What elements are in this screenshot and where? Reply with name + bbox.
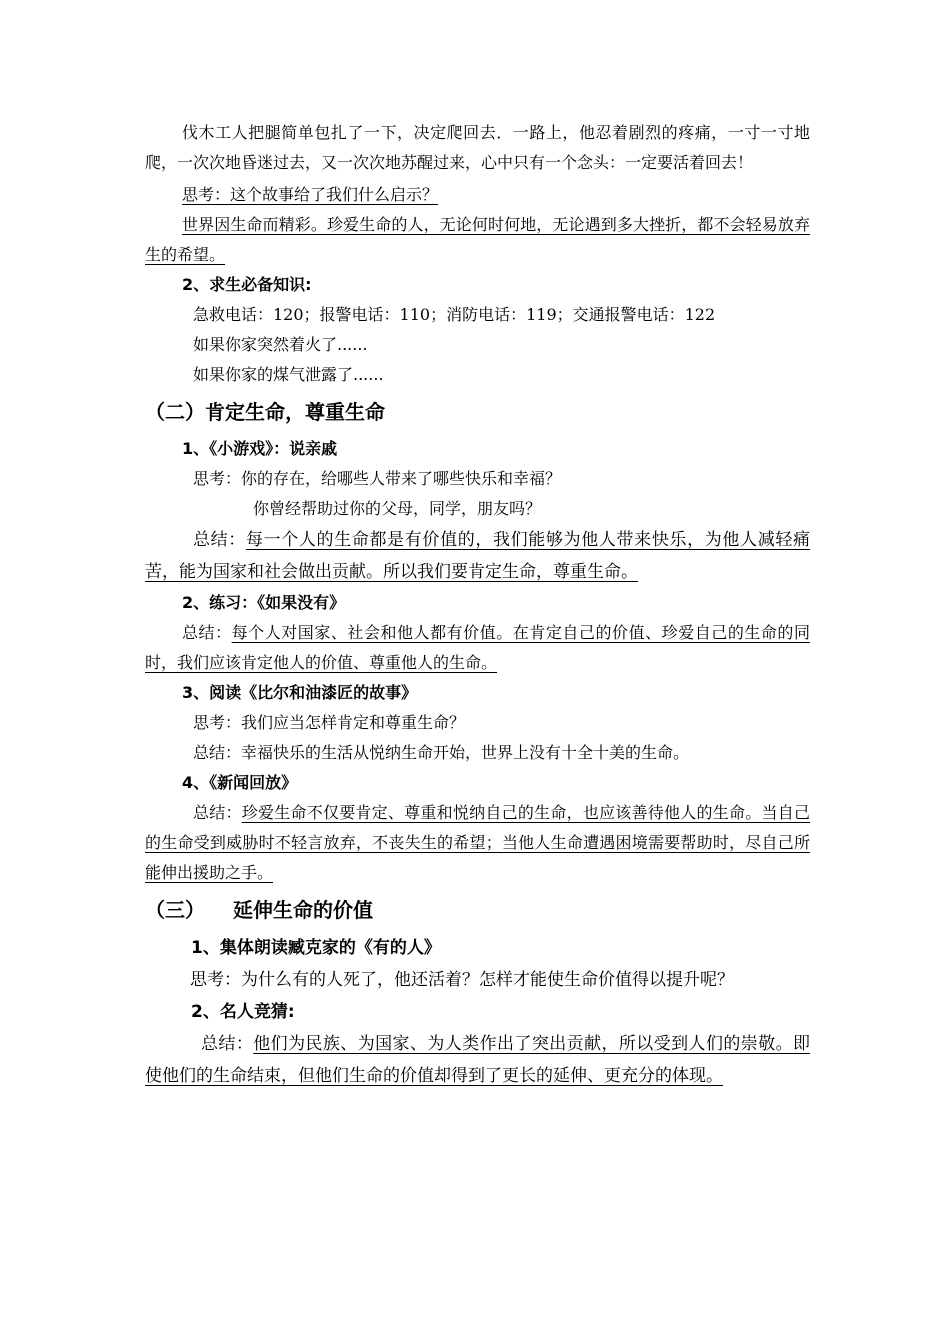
s2-item1-summary-text: 每一个人的生命都是有价值的，我们能够为他人带来快乐，为他人减轻痛苦，能为国家和社会做出贡献。所以我们要肯定生命，尊重生命。 [145, 530, 811, 582]
s3-item1-heading: 1、集体朗读臧克家的《有的人》 [191, 938, 441, 958]
think-question-text: 思考：这个故事给了我们什么启示？ [182, 185, 439, 204]
s3-item2-summary [145, 1028, 810, 1092]
s3-item1-think: 思考：为什么有的人死了，他还活着？怎样才能使生命价值得以提升呢？ [190, 970, 734, 990]
think-question [145, 180, 810, 210]
s2-item1-think-q2: 你曾经帮助过你的父母，同学，朋友吗？ [253, 499, 542, 518]
s2-item2-heading: 2、练习：《如果没有》 [182, 593, 346, 612]
fire-scenario: 如果你家突然着火了...... [193, 335, 368, 354]
s2-item3-heading: 3、阅读《比尔和油漆匠的故事》 [182, 683, 418, 702]
s2-item1-think-q1: 你的存在，给哪些人带来了哪些快乐和幸福？ [241, 469, 562, 488]
s2-item3-think: 思考：我们应当怎样肯定和尊重生命？ [193, 713, 466, 732]
s2-item2-summary-label: 总结： [182, 623, 232, 642]
s3-item2-summary-label: 总结： [201, 1034, 254, 1054]
s2-item1-think [145, 464, 810, 494]
s2-item4-summary-label: 总结： [193, 803, 242, 822]
think-answer-text: 世界因生命而精彩。珍爱生命的人，无论何时何地，无论遇到多大挫折，都不会轻易放弃生的希望。 [145, 215, 810, 264]
s2-item1-summary-label: 总结： [193, 530, 246, 550]
s2-item1-heading: 1、《小游戏》：说亲戚 [182, 439, 338, 458]
s2-item3-summary: 总结：幸福快乐的生活从悦纳生命开始，世界上没有十全十美的生命。 [193, 743, 690, 762]
s2-item4-summary [145, 798, 810, 888]
section-2-title: （二）肯定生命，尊重生命 [145, 400, 385, 424]
section-3-title-prefix: （三） [145, 898, 205, 922]
document-body [145, 118, 810, 1092]
s2-item1-think-label: 思考： [193, 469, 242, 488]
s2-item2-summary [145, 618, 810, 678]
s2-item1-summary [145, 524, 810, 588]
section-3-title-main: 延伸生命的价值 [233, 898, 373, 922]
survival-heading: 2、求生必备知识: [182, 275, 312, 294]
s2-item4-heading: 4、《新闻回放》 [182, 773, 298, 792]
think-answer [145, 210, 810, 270]
s2-item2-summary-text: 每个人对国家、社会和他人都有价值。在肯定自己的价值、珍爱自己的生命的同时，我们应该肯定他人的价值、尊重他人的生命。 [145, 623, 810, 672]
section-3-title [145, 890, 810, 930]
s2-item4-summary-text: 珍爱生命不仅要肯定、尊重和悦纳自己的生命，也应该善待他人的生命。当自己的生命受到威胁时不轻言放弃，不丧失生的希望；当他人生命遭遇困境需要帮助时，尽自己所能伸出援助之手。 [145, 803, 810, 882]
s3-item2-heading: 2、名人竞猜: [191, 1002, 295, 1022]
gas-scenario: 如果你家的煤气泄露了...... [193, 365, 384, 384]
story-paragraph: 伐木工人把腿简单包扎了一下，决定爬回去．一路上，他忍着剧烈的疼痛，一寸一寸地爬，一次次地昏迷过去，又一次次地苏醒过来，心中只有一个念头：一定要活着回去！ [145, 123, 810, 172]
s3-item2-summary-text: 他们为民族、为国家、为人类作出了突出贡献，所以受到人们的崇敬。即使他们的生命结束，但他们生命的价值却得到了更长的延伸、更充分的体现。 [145, 1034, 811, 1086]
emergency-phones: 急救电话：120；报警电话：110；消防电话：119；交通报警电话：122 [193, 305, 716, 324]
